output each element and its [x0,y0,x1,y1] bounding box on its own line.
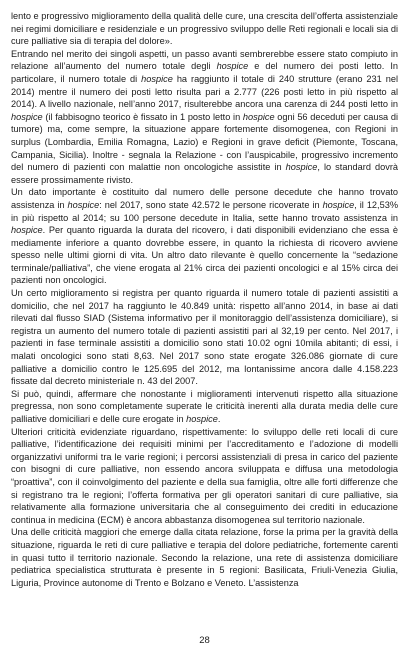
text-run: Entrando nel merito dei singoli aspetti, un passo avanti sembrerebbe essere stato compiuto in relazione all’aumento del numero totale degli [11,48,398,72]
italic-term: hospice [285,162,318,173]
body-paragraph [11,48,398,187]
text-run: , lo standard dovrà essere prossimamente rivisto. [11,162,398,185]
text-run: (il fabbisogno teorico è fissato in 1 posto letto in [42,111,243,122]
body-paragraph [11,426,398,527]
text-run: Un certo miglioramento si registra per quanto riguarda il numero totale di pazienti assistiti a domicilio, che nel 2017 ha raggiunto le 40.849 unità: rispetto all’anno 2014, in base ai dati rilevati dal flusso SIAD (Sistema informativo per il monitoraggio dell’assistenza domiciliare), si registra un aumento del numero totale di pazienti assistiti pari al 32,19 per cento. Nel 2017, i pazienti in fase terminale assistiti a domicilio sono stati 10.02 ogni 10mila abitanti; di essi, i malati oncologici sono stati 8,63. Nel 2017 sono state erogate 326.086 giornate di cure palliative a domicilio contro le 125.695 del 2012, ma lontanissime ancora dalle 4.158.223 fissate dal decreto ministeriale n. 43 del 2007. [11,288,398,387]
text-run: , il 12,53% in più rispetto al 2014; su 100 persone decedute in Italia, sette hanno trovato assistenza in [11,199,398,223]
body-paragraph [11,287,398,388]
text-run: e del numero dei posti letto. In particolare, il numero totale di [11,61,398,84]
body-paragraph [11,186,398,287]
italic-term: hospice [141,73,173,84]
italic-term: hospice [67,199,100,210]
text-run: Ulteriori criticità evidenziate riguardano, rispettivamente: lo sviluppo delle reti locali di cure palliative, l’identificazione dei requisiti minimi per l’accreditamento e l’adozione di modelli organizzativi uniformi tra le varie regioni; i percorsi assistenziali di presa in carico del paziente con bisogni di cure palliative, non essendo ancora sviluppata e diffusa una metodologia “proattiva”, con il coinvolgimento del paziente e della sua famiglia, oltre alle forti differenze che si registrano tra le regioni; l’offerta formativa per gli operatori sanitari di cure palliative, sia relativamente alla formazione universitaria che al conseguimento dei crediti in educazione continua in medicina (ECM) è ancora abbastanza disomogenea sul territorio nazionale. [11,426,398,525]
italic-term: hospice [242,111,275,122]
text-run: ha raggiunto il totale di 240 strutture (erano 231 nel 2014) mentre il numero dei posti letto risulta pari a 2.777 (226 posti letto in più rispetto al 2014). A livello nazionale, nell’anno 2017, risulterebbe ancora una carenza di 244 posti letto in [11,73,398,110]
document-body [11,10,398,589]
italic-term: hospice [11,111,43,122]
italic-term: hospice [216,61,249,72]
text-run: ogni 56 deceduti per causa di tumore) ma, come sempre, la situazione appare fortemente disomogenea, con Regioni in surplus (Lombardia, Emilia Romagna, Lazio) e Regioni in grave deficit (Piemonte, Toscana, Campania, Sicilia). Inoltre - segnala la Relazione - con l’auspicabile, progressivo incremento del numero di pazienti con malattie non oncologiche assistite in [11,111,398,173]
page-number: 28 [199,635,210,646]
text-run: lento e progressivo miglioramento della qualità delle cure, una crescita dell’offerta assistenziale nei regimi domiciliare e residenziale e un progressivo sviluppo delle Reti regionali e locali sia di cure palliative sia di terapia del dolore». [11,11,398,47]
text-run: Una delle criticità maggiori che emerge dalla citata relazione, forse la prima per la gravità della situazione, riguarda le reti di cure palliative e terapia del dolore pediatriche, fortemente carenti in quasi tutto il territorio nazionale. Secondo la relazione, una rete di assistenza domiciliare pediatrica specialistica strutturata è presente in 5 regioni: Basilicata, Friuli-Venezia Giulia, Liguria, Province autonome di Trento e Bolzano e Veneto. L’assistenza [11,527,398,588]
italic-term: hospice [322,199,355,210]
italic-term: hospice [11,225,43,236]
text-run: Si può, quindi, affermare che nonostante i miglioramenti intervenuti rispetto alla situazione pregressa, non sono completamente superate le criticità inerenti alla durata media delle cure palliative domiciliari e delle cure erogate in [11,388,398,424]
text-run: . [217,414,221,424]
body-paragraph [11,526,398,589]
text-run: . Per quanto riguarda la durata del ricovero, i dati disponibili evidenziano che essa è mediamente inferiore a quanto dovrebbe essere, in quanto la richiesta di ricovero avviene spesso nelle ultimi giorni di vita. Un altro dato rilevante è quello concernente la “sedazione terminale/palliativa”, che viene erogata al 21% circa dei pazienti oncologici e al 15% circa dei pazienti non oncologici. [11,225,398,286]
text-run: Un dato importante è costituito dal numero delle persone decedute che hanno trovato assistenza in [11,187,398,210]
text-run: : nel 2017, sono state 42.572 le persone ricoverate in [99,199,323,210]
italic-term: hospice [186,414,218,424]
body-paragraph [11,10,398,48]
body-paragraph [11,388,398,426]
